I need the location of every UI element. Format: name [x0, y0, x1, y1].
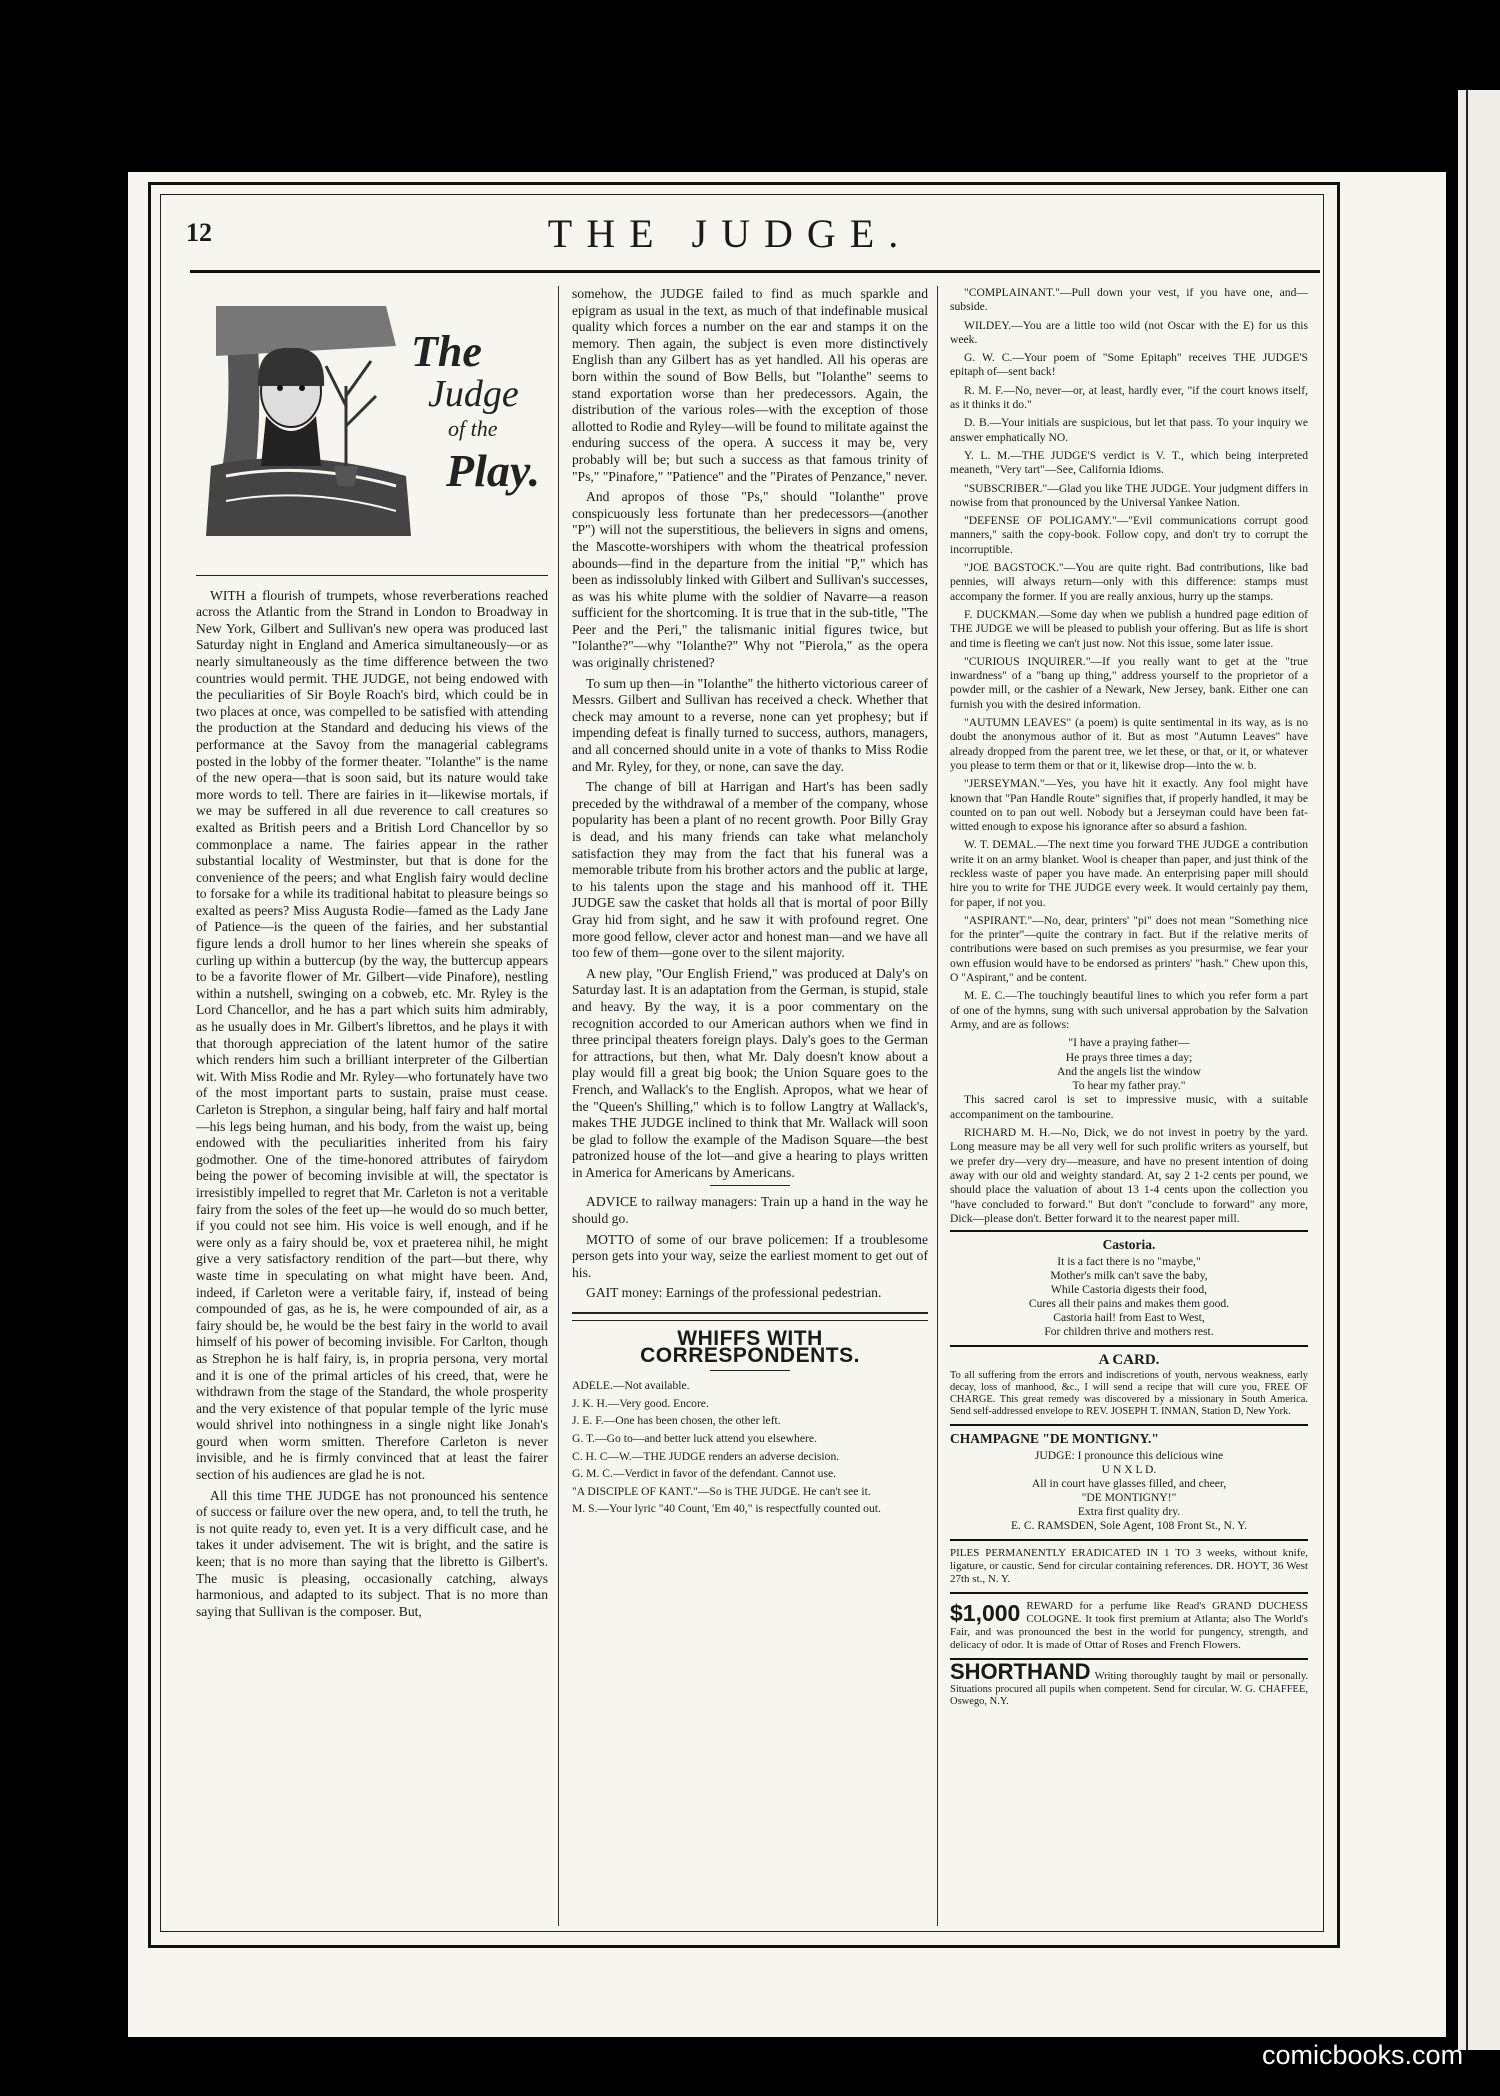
review-paragraph-5: To sum up then—in "Iolanthe" the hitherto victorious career of Messrs. Gilbert and Sullivan has received a check. Whether that check may amount to a reverse, none can yet prophesy; but if impending defeat is finally turned to success, authors, managers, and all concerned should unite in a vote of thanks to Miss Rodie and Mr. Ryley, for they, or none, can save the day.: [572, 675, 928, 774]
illustration-lettering-the: The: [411, 327, 482, 376]
whiff-item: G. T.—Go to—and better luck attend you elsewhere.: [572, 1432, 817, 1445]
reward-ad: [950, 1592, 1308, 1658]
whiff-item: ADELE.—Not available.: [572, 1379, 690, 1393]
review-paragraph-3: somehow, the JUDGE failed to find as much sparkle and epigram as usual in the text, as much of that indefinable musical quality which forces a number on the ear and stamps it on the memory. Then again, the subject is even more distinctively English than any Gilbert has as yet handled. All his operas are born within the sound of Bow Bells, but "Iolanthe" seems to stand exportation worse than her predecessors. Again, the distribution of the various roles—with the exception of those allotted to Rodie and Ryley—will be found to militate against the enduring success of the opera. A success it may be, very probably will be; but such a success as that famous trinity of "Ps," "Pinafore," "Patience" and the "Pirates of Penzance," never.: [572, 286, 928, 484]
castoria-line: Cures all their pains and makes them good.: [1028, 1297, 1230, 1311]
illustration-lettering-of-the: of the: [448, 416, 498, 441]
piles-ad: [950, 1539, 1308, 1592]
site-watermark: comicbooks.com: [1262, 2040, 1464, 2070]
castoria-line: It is a fact there is no "maybe,": [1057, 1255, 1201, 1269]
spine-rule: [1466, 90, 1468, 2050]
castoria-line: Mother's milk can't save the baby,: [1050, 1269, 1208, 1283]
piles-text: PILES PERMANENTLY ERADICATED IN 1 TO 3 weeks, without knife, ligature, or caustic. Send for circular containing references. DR. HOYT, 36 West 27th st., N. Y.: [950, 1547, 1308, 1586]
whiff-item: G. M. C.—Verdict in favor of the defendant. Cannot use.: [572, 1467, 837, 1481]
champagne-line: E. C. RAMSDEN, Sole Agent, 108 Front St., N. Y.: [1010, 1519, 1248, 1533]
shorthand-text: Writing thoroughly taught by mail or personally. Situations procured all pupils when competent. Send for circular. W. G. CHAFFEE, Oswego, N.Y.: [950, 1671, 1309, 1708]
poem-line: And the angels list the window: [1057, 1064, 1201, 1078]
review-paragraph-7: A new play, "Our English Friend," was produced at Daly's on Saturday last. It is an adaptation from the German, is stupid, stale and heavy. By the way, it is a poor commentary on the recognition accorded to our American authors when we find in three principal theaters foreign plays. Daly's goes to the German for attractions, but then, what Mr. Daly doesn't know about a play would fill a great big book; the Union Square goes to the French, and Wallack's to the English. Apropos, what we hear of the "Queen's Shilling," which is to follow Langtry at Wallack's, makes THE JUDGE inclined to think that Mr. Wallack will soon be glad to follow the example of the Madison Square—the best patronized house of the lot—and give a hearing to plays written in America for Americans by Americans.: [572, 965, 928, 1180]
card-title: A CARD.: [1098, 1352, 1160, 1369]
correspondent-item: Y. L. M.—THE JUDGE'S verdict is V. T., which being interpreted meaneth, "Very tart"—See, California Idioms.: [950, 448, 1308, 477]
correspondent-item: "AUTUMN LEAVES" (a poem) is quite sentimental in its way, as is no doubt the anonymous author of it. But as most "Autumn Leaves" have already dropped from the parent tree, we let these, or that, or it, or whatever you please to term them or that or it, likewise drop—into the w. b.: [950, 716, 1308, 772]
review-paragraph-2: All this time THE JUDGE has not pronounced his sentence of success or failure over the new opera, and, to tell the truth, he is not quite ready to, even yet. It is a very difficult case, and he takes it under advisement. The wit is bright, and the satire is keen; that is no more than saying that the libretto is Gilbert's. The music is pleasing, occasionally catching, always harmonious, and adapted to its subject. That is no more than saying that Sullivan is the composer. But,: [196, 1487, 548, 1619]
correspondent-item: R. M. F.—No, never—or, at least, hardly ever, "if the court knows itself, as it thinks it do.": [950, 383, 1308, 412]
masthead-title: THE JUDGE.: [547, 211, 913, 256]
correspondent-item: W. T. DEMAL.—The next time you forward THE JUDGE a contribution write it on an army blanket. Wool is cheaper than paper, and just think of the reckless waste of paper you have made. An enterprising paper mill should hire you to write for THE JUDGE every week. It would certainly pay them, for paper, if not you.: [950, 838, 1308, 909]
correspondent-item: "ASPIRANT."—No, dear, printers' "pi" does not mean "Something nice for the printer"—quite the contrary in fact. But if the relative merits of contributions were based on such premises as you presurmise, we fear your own effusion would have to be endorsed as printers' "hash." Chew upon this, O "Aspirant," and be content.: [950, 913, 1308, 985]
joke-motto: MOTTO of some of our brave policemen: If a troublesome person gets into your way, seize the earliest moment to get out of his.: [572, 1231, 928, 1280]
correspondent-item: D. B.—Your initials are suspicious, but let that pass. To your inquiry we answer emphatically NO.: [950, 416, 1308, 444]
correspondent-item: "CURIOUS INQUIRER."—If you really want to get at the "true inwardness" of a "bang up thing," address yourself to the proprietor of a powder mill, or the cashier of a Newark, New Jersey, bank. Either one can furnish you with the desired information.: [950, 654, 1308, 711]
champagne-line: U N X L D.: [1101, 1463, 1157, 1477]
shorthand-ad: [950, 1658, 1308, 1715]
whiff-item: "A DISCIPLE OF KANT."—So is THE JUDGE. He can't see it.: [572, 1484, 871, 1498]
whiffs-list: [572, 1379, 928, 1517]
illustration-lettering-judge: Judge: [428, 373, 519, 415]
joke-advice: ADVICE to railway managers: Train up a hand in the way he should go.: [572, 1194, 928, 1227]
whiffs-subrule: [710, 1370, 790, 1371]
poem-line: He prays three times a day;: [1065, 1050, 1193, 1064]
castoria-title: Castoria.: [1102, 1237, 1156, 1253]
champagne-line: "DE MONTIGNY!": [1081, 1491, 1177, 1505]
correspondent-item: M. E. C.—The touchingly beautiful lines to which you refer form a part of one of the hymns, sung with such universal approbation by the Salvation Army, and are as follows:: [950, 989, 1308, 1031]
castoria-line: Castoria hail! from East to West,: [1053, 1311, 1205, 1325]
whiff-item: C. H. C—W.—THE JUDGE renders an adverse decision.: [572, 1449, 840, 1463]
section-rule: [710, 1185, 790, 1186]
champagne-ad: [950, 1424, 1308, 1539]
poem-line: "I have a praying father—: [1068, 1036, 1190, 1050]
masthead-rule: [190, 270, 1320, 273]
correspondent-item: "SUBSCRIBER."—Glad you like THE JUDGE. Your judgment differs in nowise from that pronounced by the Universal Yankee Nation.: [950, 481, 1308, 509]
card-ad: [950, 1345, 1308, 1424]
column-divider-1: [558, 286, 559, 1926]
poem-comment: This sacred carol is set to impressive music, with a suitable accompaniment on the tambourine.: [950, 1093, 1308, 1121]
shorthand-title: SHORTHAND: [950, 1659, 1091, 1685]
correspondent-item: "JOE BAGSTOCK."—You are quite right. Bad contributions, like bad pennies, will always return—only with this difference: stamps must accompany the former. If you are really anxious, hurry up the stamps.: [950, 561, 1308, 603]
review-paragraph-4: And apropos of those "Ps," should "Iolanthe" prove conspicuously less fortunate than her predecessors—(another "P") will not the superstitious, the believers in signs and omens, the Mascotte-worshipers with whom the theatrical profession abounds—find in the departure from the initial "P," which has been as indissolubly linked with Gilbert and Sullivan's successes, as was his white plume with the soldier of Navarre—a reason sufficient for the shortcoming. It is true that in the sub-title, "The Peer and the Peri," the talismanic initial figures twice, but "Iolanthe?"—why "Iolanthe?" Why not "Pierola," as the opera was originally christened?: [572, 489, 928, 671]
champagne-line: JUDGE: I pronounce this delicious wine: [1034, 1449, 1224, 1463]
correspondent-item: G. W. C.—Your poem of "Some Epitaph" receives THE JUDGE'S epitaph of—sent back!: [950, 351, 1308, 379]
champagne-title: CHAMPAGNE "DE MONTIGNY.": [950, 1431, 1159, 1447]
poem-line: To hear my father pray.": [1072, 1079, 1186, 1093]
whiff-item: M. S.—Your lyric "40 Count, 'Em 40," is respectfully counted out.: [572, 1502, 881, 1516]
review-paragraph-6: The change of bill at Harrigan and Hart's has been sadly preceded by the withdrawal of a member of the company, whose popularity has been a plant of no recent growth. Poor Billy Gray is dead, and his many friends can take what melancholy satisfaction they may from the fact that his funeral was a memorable tribute from his brother actors and the public at large, to his talents upon the stage and his manhood off it. THE JUDGE saw the casket that holds all that is mortal of poor Billy Gray hid from sight, and he saw it with profound regret. One more good fellow, clever actor and honest man—and we have all too few of them—gone over to the silent majority.: [572, 779, 928, 961]
correspondent-item: "DEFENSE OF POLIGAMY."—"Evil communications corrupt good manners," saith the copy-book. Follow copy, and don't try to corrupt the incorruptible.: [950, 514, 1308, 556]
whiff-item: J. K. H.—Very good. Encore.: [572, 1396, 709, 1410]
column-1: [196, 286, 548, 1624]
column-3: [950, 286, 1308, 1715]
champagne-line: All in court have glasses filled, and cheer,: [1031, 1477, 1227, 1491]
card-text: To all suffering from the errors and indiscretions of youth, nervous weakness, early decay, loss of manhood, &c., I will send a recipe that will cure you, FREE OF CHARGE. This great remedy was discovered by a missionary in South America. Send self-addressed envelope to REV. JOSEPH T. INMAN, Station D, New York.: [950, 1370, 1308, 1418]
castoria-line: While Castoria digests their food,: [1050, 1283, 1208, 1297]
correspondent-item: WILDEY.—You are a little too wild (not Oscar with the E) for us this week.: [950, 318, 1308, 346]
correspondent-item: F. DUCKMAN.—Some day when we publish a hundred page edition of THE JUDGE we will be pleased to publish your offering. But as life is short and time is fleeting we can't just now. Not this issue, some later issue.: [950, 607, 1308, 650]
illustration-lettering-play: Play.: [446, 445, 541, 496]
champagne-line: Extra first quality dry.: [1077, 1505, 1181, 1519]
correspondent-item: "COMPLAINANT."—Pull down your vest, if you have one, and—subside.: [950, 286, 1308, 314]
review-paragraph-1: WITH a flourish of trumpets, whose reverberations reached across the Atlantic from the Strand in London to Broadway in New York, Gilbert and Sullivan's new opera was produced last Saturday night in England and America simultaneously—or as nearly simultaneously as the time difference between the two countries would permit. THE JUDGE, not being endowed with the peculiarities of Sir Boyle Roach's bird, which could be in two places at once, was compelled to be satisfied with attending the production at the Standard and deducing his views of the performance at the Savoy from the managerial cablegrams posted in the lobby of the former theater. "Iolanthe" is the name of the new opera—that is soon said, but its nature would take more words to tell. There are fairies in it—likewise mortals, if we may be suffered in all due reverence to call creatures so exalted as British peers and a British Lord Chancellor by so commonplace a name. The fairies appear in the rather substantial locality of Westminster, but that is done for the convenience of the peers; and what English fairy would decline to forsake for a while its traditional habitat to pleasure beings so exalted as peers? Miss Augusta Rodie—famed as the Lady Jane of Patience—is the queen of the fairies, and her substantial figure lends a droll humor to her lines wherein she speaks of curling up within a buttercup (by the way, the buttercup appears to be a favorite flower of Mr. Gilbert—vide Pinafore), nestling within a nutshell, swinging on a cobweb, etc. Mr. Ryley is the Lord Chancellor, and he has a part which suits him admirably, as he usually does in Mr. Gilbert's librettos, and he plays it with that thorough appreciation of the latent humor of the satire which renders him such a brilliant interpreter of the Gilbertian wit. With Miss Rodie and Mr. Ryley—who fortunately have two of the most important parts to sustain, praise must cease. Carleton is Strephon, a singular being, half fairy and half mortal—his legs being human, and his body, from the waist up, being endowed with the peculiarities inherited from his fairy godmother. One of the time-honored attributes of fairydom being the power of becoming invisible at will, the spectator is irresistibly impelled to regret that Mr. Carleton is not a veritable fairy from the soles of the feet up—he would do so much better, if you could not see him. His voice is well enough, and if he were only as a fairy should be, vox et praeterea nihil, he might give a very satisfactory rendition of the part—but there, why waste time in speculating on what might have been. And, indeed, if Carleton were a veritable fairy, if, instead of being compounded of gas, as he is, he were compounded of air, as a fairy should be, he would be the best fairy in the world to avail himself of his power of becoming invisible. For Carlton, though as Strephon he is half fairy, is, in propria persona, very mortal and it is one of the primal articles of his creed, that, were he withdrawn from the stage of the Standard, the whole prosperity and the very existence of that popular temple of the lyric muse would shrivel into nothingness in a single night like Jonah's gourd when worm smitten. Therefore Carleton is never invisible, and he is firmly convinced that at least the fairer section of his audiences are glad he is not.: [196, 587, 548, 1483]
column-2: [572, 286, 928, 1520]
whiffs-rule: [572, 1312, 928, 1321]
correspondent-item: "JERSEYMAN."—Yes, you have hit it exactly. Any fool might have known that "Pan Handle Route" signifies that, if properly handled, it may be counted on to pan out well. Nobody but a Jerseyman could have been fat-witted enough to expose his ignorance after so absurd a fashion.: [950, 777, 1308, 834]
castoria-ad: [950, 1230, 1308, 1345]
page-number: 12: [186, 218, 212, 247]
reward-amount: $1,000: [950, 1600, 1021, 1627]
joke-gait: GAIT money: Earnings of the professional pedestrian.: [586, 1285, 882, 1301]
adjacent-page-spine: [1458, 90, 1500, 2050]
hymn-poem: [950, 1036, 1308, 1093]
whiffs-heading: WHIFFS WITH CORRESPONDENTS.: [640, 1327, 860, 1367]
correspondent-item: RICHARD M. H.—No, Dick, we do not invest in poetry by the yard. Long measure may be all very well for such prolific writers as yourself, but we prefer dry—very dry—measure, and have no present intention of doing away with our old and weighty standard. At, say 2 1-2 cents per pound, we should place the valuation of about 13 1-4 cents upon the collection you "have concluded to forward." But don't "conclude to forward" any more, Dick—please don't. Better forward it to the nearest paper mill.: [950, 1126, 1308, 1225]
illustration-rule: [196, 575, 548, 576]
reward-text: REWARD for a perfume like Read's GRAND DUCHESS COLOGNE. It took first premium at Atlanta; also The World's Fair, and was pronounced the best in the world for pungency, strength, and delicacy of odor. It is made of Ottar of Roses and French Flowers.: [950, 1600, 1308, 1652]
whiff-item: J. E. F.—One has been chosen, the other left.: [572, 1414, 781, 1428]
column-divider-2: [937, 286, 938, 1926]
castoria-line: For children thrive and mothers rest.: [1044, 1325, 1214, 1339]
judge-of-the-play-illustration: [196, 286, 548, 546]
